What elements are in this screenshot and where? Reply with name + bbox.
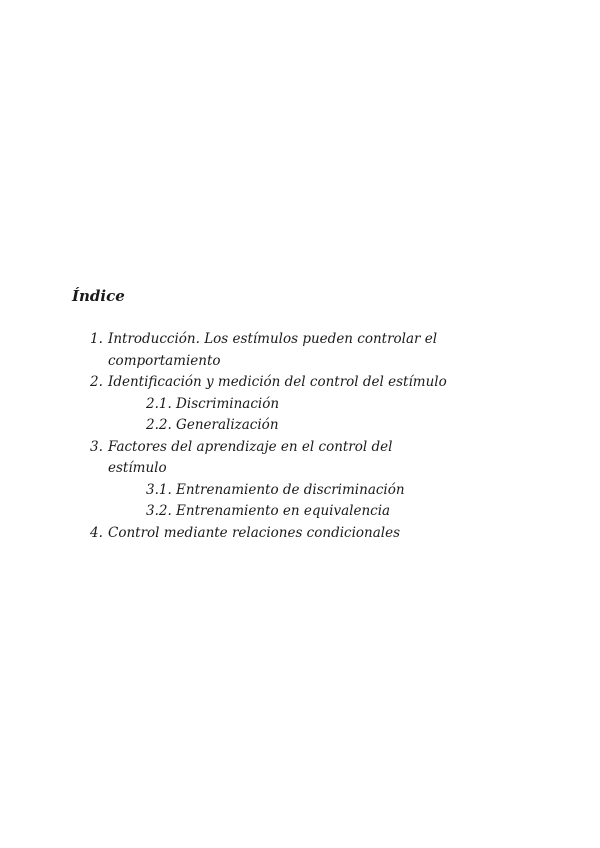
toc-item-number: 1. [90, 331, 103, 347]
toc-item-label: Introducción. Los estímulos pueden controlar el comportamiento [108, 331, 438, 369]
toc-item-label: Factores del aprendizaje en el control del estímulo [108, 438, 393, 476]
toc-item-number: 3. [90, 438, 103, 455]
toc-item-number: 4. [90, 524, 103, 541]
toc-subitem-3-1 [0, 480, 600, 502]
toc-item-number: 2. [90, 374, 103, 390]
toc-item-4 [0, 523, 448, 545]
toc-item-label: Identificación y medición del control del estímulo [108, 374, 447, 390]
toc-subitem-label: 3.1. Entrenamiento de discriminación [146, 481, 405, 498]
toc-subitem-2-2 [0, 415, 600, 437]
table-of-contents [0, 329, 600, 544]
toc-title: Índice [72, 287, 125, 305]
toc-subitem-label: 2.1. Discriminación [146, 395, 280, 412]
toc-item-1 [0, 329, 448, 372]
toc-item-2 [0, 372, 448, 394]
toc-subitem-label: 3.2. Entrenamiento en equivalencia [146, 503, 391, 519]
toc-item-label: Control mediante relaciones condicionales [108, 524, 401, 541]
toc-subitem-2-1 [0, 394, 600, 416]
toc-item-3 [0, 437, 448, 480]
toc-subitem-3-2 [0, 501, 600, 523]
toc-subitem-label: 2.2. Generalización [146, 417, 279, 433]
